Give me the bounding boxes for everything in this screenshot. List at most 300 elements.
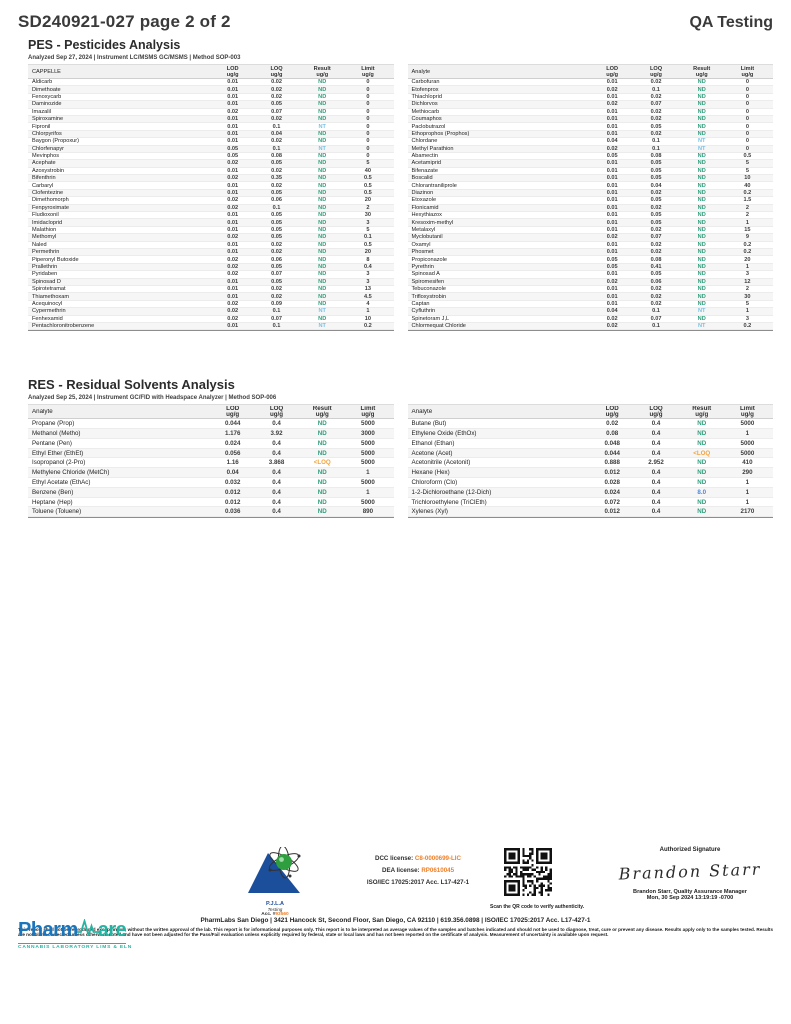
analyte-name: Methiocarb bbox=[411, 108, 440, 115]
limit-value: 3 bbox=[366, 271, 370, 278]
loq-value: 0.4 bbox=[651, 488, 661, 496]
analyte-name: Aldicarb bbox=[32, 79, 53, 86]
pharmware-logo bbox=[18, 919, 132, 950]
lod-value: 0.02 bbox=[227, 256, 239, 263]
limit-value: 0 bbox=[366, 101, 370, 108]
loq-value: 0.4 bbox=[651, 469, 661, 477]
result-value: ND bbox=[318, 197, 327, 204]
result-value: ND bbox=[317, 469, 327, 477]
result-value: ND bbox=[697, 160, 706, 167]
lod-value: 0.02 bbox=[227, 204, 239, 211]
qr-block bbox=[490, 848, 610, 910]
loq-value: 0.4 bbox=[651, 508, 661, 516]
column-header-analyte: Analyte bbox=[411, 408, 433, 415]
table-row bbox=[408, 498, 774, 508]
pharmware-logo-part2: are bbox=[97, 919, 127, 941]
analyte-name: Butane (But) bbox=[411, 420, 447, 428]
limit-value: 0 bbox=[366, 138, 370, 145]
limit-value: 0 bbox=[745, 93, 749, 100]
result-value: ND bbox=[697, 153, 706, 160]
analyte-name: Diazinon bbox=[411, 190, 434, 197]
res-left-header-row bbox=[28, 404, 394, 419]
result-value: ND bbox=[318, 315, 327, 322]
analyte-name: Ethyl Ether (EthEt) bbox=[32, 449, 84, 457]
analyte-name: Acetone (Acet) bbox=[411, 449, 453, 457]
result-value: ND bbox=[318, 227, 327, 233]
lod-value: 0.01 bbox=[227, 249, 239, 256]
limit-value: 1 bbox=[745, 308, 749, 315]
analyte-name: Ethylene Oxide (EthOx) bbox=[411, 429, 477, 437]
limit-value: 0 bbox=[366, 79, 370, 86]
result-value: ND bbox=[317, 420, 327, 428]
analyte-name: Isopropanol (2-Pro) bbox=[32, 459, 86, 467]
limit-value: 0 bbox=[745, 101, 749, 108]
loq-value: 0.08 bbox=[271, 153, 282, 160]
column-header-analyte: Analyte bbox=[411, 68, 431, 75]
result-value: ND bbox=[697, 508, 707, 516]
limit-value: 0.5 bbox=[743, 153, 752, 160]
analyte-name: Chlorpyrifos bbox=[32, 130, 62, 137]
lod-value: 0.01 bbox=[227, 182, 239, 189]
lod-value: 0.01 bbox=[606, 271, 618, 278]
limit-value: 1 bbox=[745, 498, 750, 506]
column-header-result: Result ug/g bbox=[692, 405, 712, 418]
analyte-name: Cyfluthrin bbox=[411, 308, 436, 315]
table-row bbox=[408, 439, 774, 449]
pes-table-right bbox=[408, 64, 774, 331]
column-header-result: Result ug/g bbox=[312, 405, 332, 418]
lod-value: 0.01 bbox=[227, 130, 239, 137]
lod-value: 0.01 bbox=[227, 212, 239, 219]
result-value: ND bbox=[697, 101, 706, 108]
result-value: ND bbox=[697, 212, 706, 219]
result-value: ND bbox=[317, 429, 327, 437]
lod-value: 0.024 bbox=[604, 488, 620, 496]
table-row bbox=[28, 153, 394, 160]
table-row bbox=[408, 175, 774, 182]
limit-value: 15 bbox=[744, 227, 751, 233]
table-row bbox=[28, 138, 394, 145]
analyte-name: Trifloxystrobin bbox=[411, 293, 447, 300]
loq-value: 0.02 bbox=[271, 79, 282, 86]
lod-value: 0.08 bbox=[606, 429, 619, 437]
qr-code bbox=[504, 848, 552, 896]
table-row bbox=[28, 205, 394, 212]
table-row bbox=[408, 488, 774, 498]
lod-value: 0.01 bbox=[227, 86, 239, 93]
lod-value: 0.05 bbox=[227, 145, 239, 152]
limit-value: 10 bbox=[744, 175, 751, 182]
table-row bbox=[408, 153, 774, 160]
loq-value: 0.1 bbox=[272, 145, 281, 152]
qr-caption: Scan the QR code to verify authenticity. bbox=[490, 904, 585, 910]
limit-value: 10 bbox=[364, 315, 372, 322]
analyte-name: Propane (Prop) bbox=[32, 420, 75, 428]
lod-value: 0.02 bbox=[227, 263, 239, 270]
lod-value: 0.01 bbox=[606, 79, 618, 86]
table-row bbox=[408, 478, 774, 488]
pjla-name: P.J.L.A bbox=[266, 901, 284, 907]
loq-value: 0.07 bbox=[650, 101, 662, 108]
lod-value: 0.01 bbox=[227, 123, 239, 130]
lod-value: 0.02 bbox=[606, 278, 618, 285]
loq-value: 0.02 bbox=[271, 249, 282, 256]
result-value: NT bbox=[697, 145, 706, 152]
analyte-name: Pentachloronitrobenzene bbox=[32, 323, 95, 330]
loq-value: 0.05 bbox=[650, 197, 662, 204]
table-row bbox=[28, 182, 394, 189]
result-value: ND bbox=[318, 278, 327, 285]
loq-value: 0.4 bbox=[272, 478, 281, 486]
lod-value: 0.012 bbox=[224, 498, 241, 506]
lod-value: 0.01 bbox=[606, 123, 618, 130]
limit-value: 0.1 bbox=[364, 234, 372, 241]
limit-value: 5000 bbox=[361, 478, 375, 486]
limit-value: 3 bbox=[366, 219, 370, 226]
analyte-name: Dichlorvos bbox=[411, 101, 438, 108]
result-value: ND bbox=[318, 116, 327, 123]
table-row bbox=[28, 168, 394, 175]
analyte-name: Methanol (Metho) bbox=[32, 429, 81, 437]
loq-value: 0.1 bbox=[652, 145, 660, 152]
result-value: ND bbox=[697, 204, 706, 211]
lab-address: PharmLabs San Diego | 3421 Hancock St, Second Floor, San Diego, CA 92110 | 619.356.0898 | ISO/IEC 17025:2017 Acc. L17-427-1 bbox=[200, 917, 591, 924]
dea-license: DEA license: RP0610045 bbox=[381, 867, 455, 874]
lod-value: 1.176 bbox=[224, 429, 241, 437]
lod-value: 0.01 bbox=[227, 227, 239, 233]
analyte-name: Fipronil bbox=[32, 123, 51, 130]
lod-value: 0.01 bbox=[227, 286, 239, 293]
table-row bbox=[28, 308, 394, 315]
analyte-name: Xylenes (Xyl) bbox=[411, 508, 448, 516]
lod-value: 0.01 bbox=[227, 278, 239, 285]
lod-value: 0.01 bbox=[606, 182, 618, 189]
lod-value: 0.01 bbox=[606, 204, 618, 211]
column-header-limit: Limit ug/g bbox=[740, 65, 755, 78]
lod-value: 0.02 bbox=[227, 271, 239, 278]
analyte-name: Propiconazole bbox=[411, 256, 447, 263]
column-header-analyte: Analyte bbox=[32, 408, 53, 415]
table-row bbox=[408, 182, 774, 189]
result-value: ND bbox=[697, 86, 706, 93]
analyte-name: Thiachloprid bbox=[411, 93, 442, 100]
table-row bbox=[408, 293, 774, 300]
limit-value: 410 bbox=[742, 459, 753, 467]
analyte-name: Paclobutrazol bbox=[411, 123, 446, 130]
lod-value: 0.02 bbox=[227, 160, 239, 167]
limit-value: 5 bbox=[366, 227, 370, 233]
lod-value: 0.02 bbox=[606, 315, 618, 322]
loq-value: 0.02 bbox=[650, 190, 662, 197]
lod-value: 0.02 bbox=[227, 315, 239, 322]
limit-value: 5000 bbox=[740, 439, 755, 447]
analyte-name: Hexane (Hex) bbox=[411, 469, 450, 477]
table-row bbox=[28, 323, 394, 330]
result-value: ND bbox=[318, 182, 327, 189]
table-row bbox=[28, 286, 394, 293]
lod-value: 0.056 bbox=[224, 449, 241, 457]
limit-value: 5000 bbox=[361, 439, 375, 447]
analyte-name: Carbaryl bbox=[32, 182, 54, 189]
lod-value: 0.02 bbox=[606, 145, 618, 152]
limit-value: 1 bbox=[745, 219, 749, 226]
limit-value: 20 bbox=[744, 256, 751, 263]
table-row bbox=[28, 316, 394, 323]
result-value: ND bbox=[318, 300, 327, 307]
limit-value: 1 bbox=[366, 469, 370, 477]
table-row bbox=[28, 79, 394, 86]
analyte-name: Piperonyl Butoxide bbox=[32, 256, 79, 263]
pes-left-header-row bbox=[28, 64, 394, 79]
result-value: ND bbox=[697, 197, 706, 204]
loq-value: 0.05 bbox=[650, 175, 662, 182]
result-value: ND bbox=[697, 93, 706, 100]
lod-value: 0.032 bbox=[224, 478, 241, 486]
iso-accreditation: ISO/IEC 17025:2017 Acc. L17-427-1 bbox=[366, 879, 470, 886]
lod-value: 0.01 bbox=[227, 293, 239, 300]
result-value: ND bbox=[697, 315, 706, 322]
limit-value: 0 bbox=[366, 145, 370, 152]
result-value: ND bbox=[697, 167, 706, 174]
column-header-lod: LOD ug/g bbox=[605, 405, 619, 418]
lod-value: 0.01 bbox=[227, 190, 239, 197]
lod-value: 0.02 bbox=[227, 308, 239, 315]
result-value: ND bbox=[317, 508, 327, 516]
loq-value: 0.05 bbox=[271, 160, 282, 167]
loq-value: 0.09 bbox=[271, 300, 282, 307]
analyte-name: Naled bbox=[32, 241, 47, 248]
limit-value: 4 bbox=[366, 300, 370, 307]
limit-value: 5 bbox=[745, 300, 749, 307]
result-value: ND bbox=[697, 420, 707, 428]
lod-value: 0.028 bbox=[604, 478, 620, 486]
result-value: ND bbox=[318, 175, 327, 182]
result-value: ND bbox=[317, 439, 327, 447]
result-value: ND bbox=[697, 478, 707, 486]
lod-value: 0.044 bbox=[224, 420, 241, 428]
lod-value: 0.01 bbox=[606, 190, 618, 197]
limit-value: 0 bbox=[366, 123, 370, 130]
limit-value: 5 bbox=[366, 160, 370, 167]
table-row bbox=[408, 419, 774, 429]
result-value: ND bbox=[697, 234, 706, 241]
table-row bbox=[408, 79, 774, 86]
table-row bbox=[408, 131, 774, 138]
loq-value: 3.92 bbox=[270, 429, 283, 437]
result-value: ND bbox=[697, 469, 707, 477]
analyte-name: Myclobutanil bbox=[411, 234, 443, 241]
result-value: ND bbox=[697, 108, 706, 115]
analyte-name: Spiroxamine bbox=[32, 116, 64, 123]
limit-value: 0.2 bbox=[743, 323, 752, 330]
loq-value: 0.1 bbox=[652, 138, 660, 145]
result-value: ND bbox=[317, 449, 327, 457]
analyte-name: Chloroform (Clo) bbox=[411, 478, 458, 486]
result-value: ND bbox=[318, 204, 327, 211]
loq-value: 0.02 bbox=[271, 182, 282, 189]
lod-value: 0.01 bbox=[227, 219, 239, 226]
result-value: NT bbox=[318, 323, 326, 330]
analyte-name: Chlormequat Chloride bbox=[411, 323, 466, 330]
loq-value: 0.02 bbox=[650, 241, 662, 248]
limit-value: 0 bbox=[745, 116, 749, 123]
table-row bbox=[408, 301, 774, 308]
analyte-name: Clofentezine bbox=[32, 190, 64, 197]
table-row bbox=[28, 301, 394, 308]
result-value: ND bbox=[318, 249, 327, 256]
table-row bbox=[408, 323, 774, 330]
analyte-name: Bifenazate bbox=[411, 167, 438, 174]
report-id: SD240921-027 page 2 of 2 bbox=[18, 12, 231, 31]
analyte-name: Flonicamid bbox=[411, 204, 439, 211]
license-block bbox=[338, 853, 498, 889]
analyte-name: Spinosad D bbox=[32, 278, 61, 285]
lod-value: 0.04 bbox=[226, 469, 239, 477]
table-row bbox=[408, 146, 774, 153]
analyte-name: Kresoxim-methyl bbox=[411, 219, 454, 226]
column-header-limit: Limit ug/g bbox=[740, 405, 755, 418]
table-row bbox=[408, 429, 774, 439]
analyte-name: Abamectin bbox=[411, 153, 438, 160]
loq-value: 0.02 bbox=[650, 204, 662, 211]
limit-value: 0 bbox=[366, 86, 370, 93]
result-value: ND bbox=[317, 498, 327, 506]
result-value: ND bbox=[318, 153, 327, 160]
limit-value: 40 bbox=[364, 167, 372, 174]
result-value: ND bbox=[697, 249, 706, 256]
result-value: ND bbox=[697, 227, 706, 233]
lod-value: 0.04 bbox=[606, 308, 618, 315]
loq-value: 0.05 bbox=[271, 190, 282, 197]
loq-value: 0.4 bbox=[272, 498, 281, 506]
result-value: ND bbox=[697, 459, 707, 467]
limit-value: 1 bbox=[745, 263, 749, 270]
limit-value: 5000 bbox=[361, 498, 375, 506]
table-row bbox=[28, 175, 394, 182]
loq-value: 0.05 bbox=[271, 227, 282, 233]
column-header-result: Result ug/g bbox=[313, 65, 331, 78]
loq-value: 0.08 bbox=[650, 153, 662, 160]
limit-value: 0.4 bbox=[364, 263, 372, 270]
loq-value: 0.04 bbox=[271, 130, 282, 137]
column-header-limit: Limit ug/g bbox=[360, 405, 376, 418]
loq-value: 0.05 bbox=[650, 123, 662, 130]
result-value: ND bbox=[318, 79, 327, 86]
result-value: NT bbox=[697, 138, 706, 145]
result-value: ND bbox=[697, 439, 707, 447]
limit-value: 0 bbox=[745, 130, 749, 137]
loq-value: 0.02 bbox=[650, 108, 662, 115]
table-row bbox=[408, 219, 774, 226]
table-row bbox=[28, 123, 394, 130]
limit-value: 5 bbox=[745, 167, 749, 174]
analyte-name: Azoxystrobin bbox=[32, 167, 65, 174]
loq-value: 0.1 bbox=[272, 204, 281, 211]
table-row bbox=[28, 94, 394, 101]
analyte-name: Methyl Parathion bbox=[411, 145, 454, 152]
pharmware-tagline: CANNABIS LABORATORY LIMS & ELN bbox=[18, 945, 133, 950]
table-row bbox=[408, 123, 774, 130]
dcc-license: DCC license: C8-0000699-LIC bbox=[375, 855, 461, 862]
lod-value: 0.01 bbox=[606, 286, 618, 293]
loq-value: 0.02 bbox=[271, 167, 282, 174]
lod-value: 0.01 bbox=[227, 323, 239, 330]
signature-heading: Authorized Signature bbox=[659, 847, 721, 853]
analyte-name: Etofenprox bbox=[411, 86, 439, 93]
limit-value: 1 bbox=[745, 478, 750, 486]
analyte-name: Chlorantraniliprole bbox=[411, 182, 457, 189]
result-value: ND bbox=[697, 300, 706, 307]
table-row bbox=[28, 293, 394, 300]
table-row bbox=[28, 86, 394, 93]
lod-value: 0.012 bbox=[604, 508, 620, 516]
result-value: NT bbox=[697, 323, 706, 330]
analyte-name: Chlordane bbox=[411, 138, 438, 145]
column-header-lod: LOD ug/g bbox=[606, 65, 619, 78]
result-value: ND bbox=[318, 167, 327, 174]
analyte-name: Acetonitrile (Acetonit) bbox=[411, 459, 471, 467]
table-row bbox=[28, 197, 394, 204]
lod-value: 0.02 bbox=[606, 323, 618, 330]
result-value: ND bbox=[697, 498, 707, 506]
table-row bbox=[28, 109, 394, 116]
table-row bbox=[408, 160, 774, 167]
analyte-name: Spinosad A bbox=[411, 271, 440, 278]
analyte-name: Fenoxycarb bbox=[32, 93, 62, 100]
limit-value: 1 bbox=[745, 488, 750, 496]
loq-value: 0.02 bbox=[650, 116, 662, 123]
column-header-loq: LOQ ug/g bbox=[269, 405, 284, 418]
limit-value: 0.2 bbox=[364, 323, 372, 330]
loq-value: 0.02 bbox=[271, 93, 282, 100]
result-value: NT bbox=[318, 308, 326, 315]
analyte-name: Methomyl bbox=[32, 234, 57, 241]
table-row bbox=[28, 131, 394, 138]
pes-section bbox=[18, 38, 773, 331]
limit-value: 3000 bbox=[361, 429, 375, 437]
result-value: ND bbox=[318, 108, 327, 115]
table-row bbox=[28, 478, 394, 488]
limit-value: 8 bbox=[366, 256, 370, 263]
loq-value: 0.02 bbox=[650, 227, 662, 233]
table-row bbox=[28, 256, 394, 263]
pharmware-logo-part1: Pharm bbox=[18, 919, 78, 941]
result-value: ND bbox=[697, 79, 706, 86]
lod-value: 0.02 bbox=[227, 234, 239, 241]
signature-script: Brandon Starr bbox=[618, 859, 762, 884]
pes-table-left bbox=[28, 64, 394, 331]
analyte-name: Acetamiprid bbox=[411, 160, 442, 167]
loq-value: 0.02 bbox=[650, 130, 662, 137]
lod-value: 0.01 bbox=[606, 227, 618, 233]
limit-value: 5000 bbox=[361, 420, 375, 428]
table-row bbox=[408, 507, 774, 517]
limit-value: 9 bbox=[745, 234, 749, 241]
analyte-name: Pyrethrin bbox=[411, 263, 434, 270]
table-row bbox=[28, 234, 394, 241]
limit-value: 0.2 bbox=[743, 190, 752, 197]
analyte-name: Boscalid bbox=[411, 175, 433, 182]
analyte-name: Imazalil bbox=[32, 108, 51, 115]
loq-value: 0.05 bbox=[650, 167, 662, 174]
loq-value: 0.05 bbox=[271, 263, 282, 270]
loq-value: 0.02 bbox=[650, 93, 662, 100]
limit-value: 3 bbox=[745, 271, 749, 278]
loq-value: 0.05 bbox=[271, 219, 282, 226]
table-row bbox=[408, 242, 774, 249]
loq-value: 0.02 bbox=[271, 138, 282, 145]
lod-value: 0.02 bbox=[227, 108, 239, 115]
